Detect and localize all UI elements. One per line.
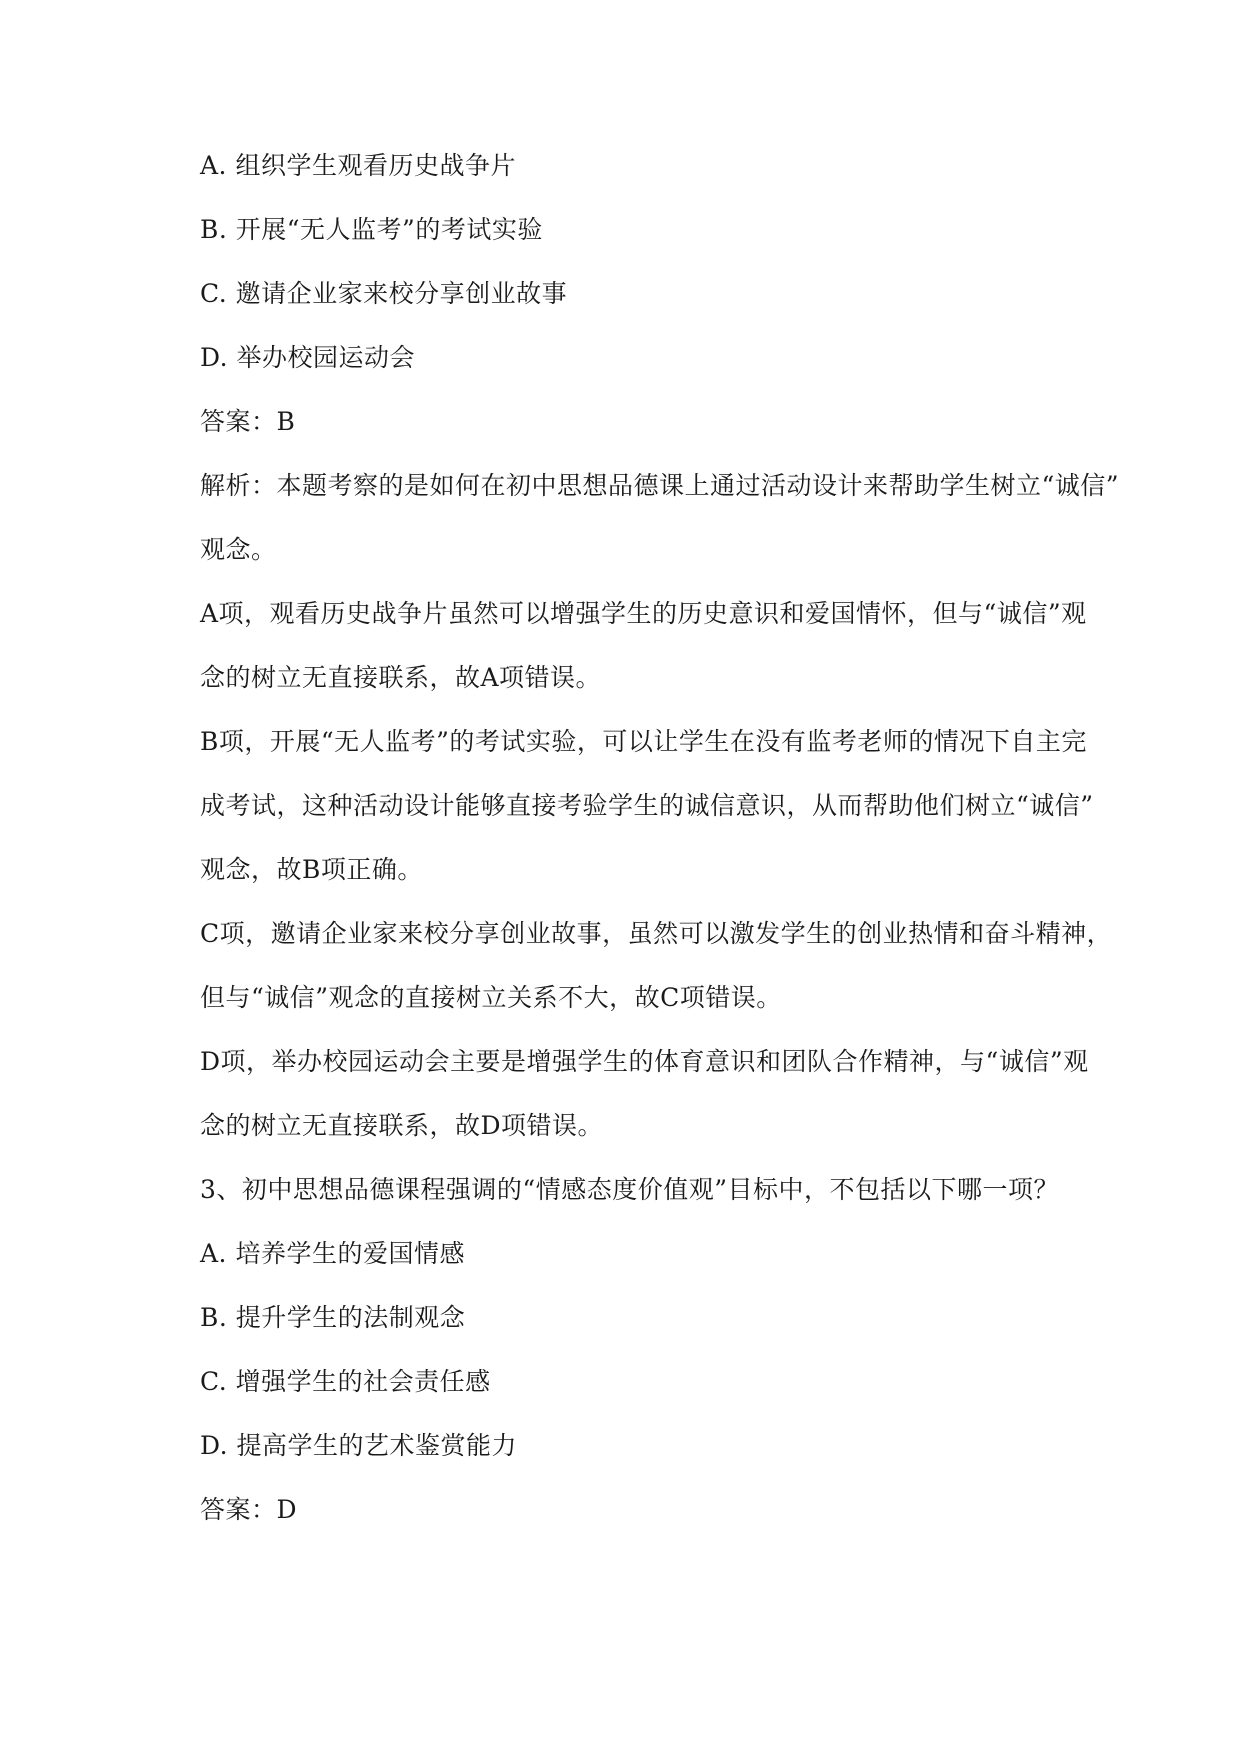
q2-analysis-line: 观念。 [200, 535, 277, 564]
q2-analysis-line: 念的树立无直接联系，故A项错误。 [200, 663, 602, 692]
q2-option-b: B. 开展“无人监考”的考试实验 [200, 215, 543, 244]
q2-analysis-line: A项，观看历史战争片虽然可以增强学生的历史意识和爱国情怀，但与“诚信”观 [200, 599, 1087, 628]
q3-answer: 答案：D [200, 1495, 298, 1524]
q2-analysis-line: 成考试，这种活动设计能够直接考验学生的诚信意识，从而帮助他们树立“诚信” [200, 791, 1094, 820]
q2-analysis-line: 解析：本题考察的是如何在初中思想品德课上通过活动设计来帮助学生树立“诚信” [200, 471, 1120, 500]
q2-analysis-line: 但与“诚信”观念的直接树立关系不大，故C项错误。 [200, 983, 782, 1012]
q2-analysis-line: C项，邀请企业家来校分享创业故事，虽然可以激发学生的创业热情和奋斗精神， [200, 919, 1113, 948]
q2-analysis-line: B项，开展“无人监考”的考试实验，可以让学生在没有监考老师的情况下自主完 [200, 727, 1087, 756]
q2-answer: 答案：B [200, 407, 296, 436]
q2-option-c: C. 邀请企业家来校分享创业故事 [200, 279, 568, 308]
q2-analysis-line: 观念，故B项正确。 [200, 855, 423, 884]
q2-option-a: A. 组织学生观看历史战争片 [200, 151, 516, 180]
q3-option-d: D. 提高学生的艺术鉴赏能力 [200, 1431, 518, 1460]
q3-option-c: C. 增强学生的社会责任感 [200, 1367, 491, 1396]
q2-analysis-line: D项，举办校园运动会主要是增强学生的体育意识和团队合作精神，与“诚信”观 [200, 1047, 1089, 1076]
q3-option-a: A. 培养学生的爱国情感 [200, 1239, 465, 1268]
q3-stem: 3、初中思想品德课程强调的“情感态度价值观”目标中，不包括以下哪一项？ [200, 1175, 1059, 1204]
q3-option-b: B. 提升学生的法制观念 [200, 1303, 466, 1332]
q2-analysis-line: 念的树立无直接联系，故D项错误。 [200, 1111, 604, 1140]
q2-option-d: D. 举办校园运动会 [200, 343, 416, 372]
